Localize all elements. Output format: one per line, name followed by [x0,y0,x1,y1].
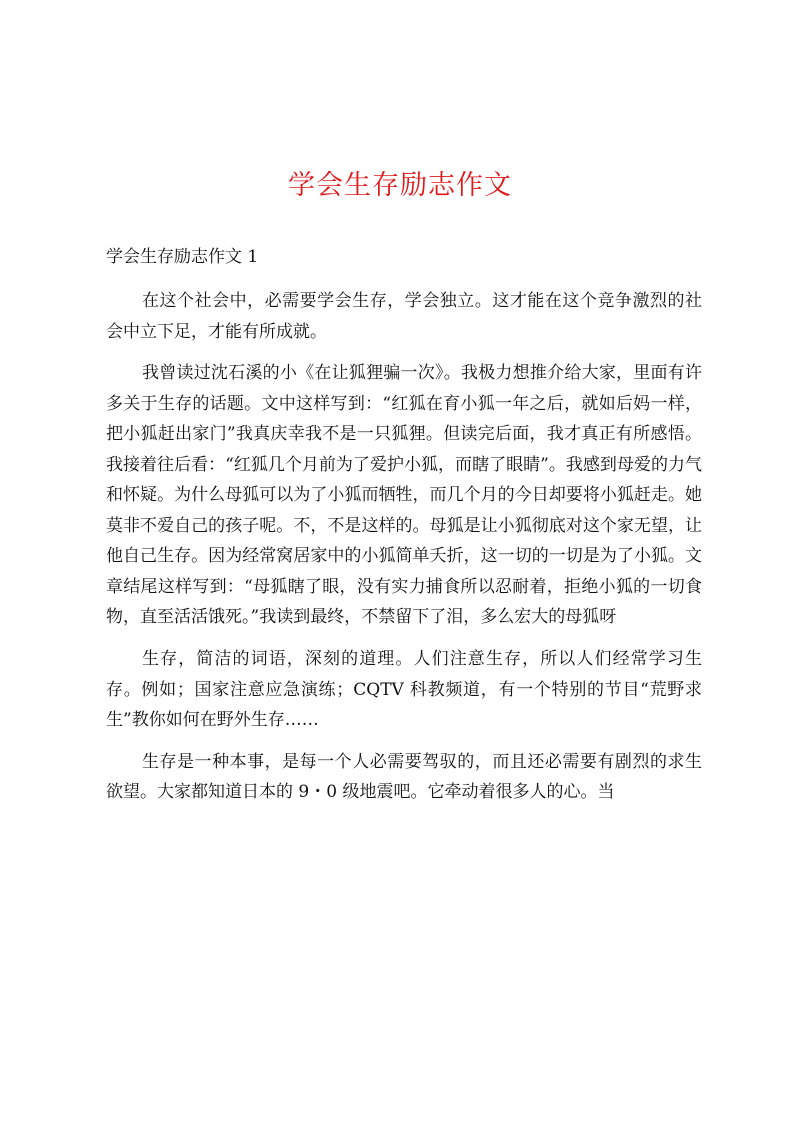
paragraph-3: 生存，简洁的词语，深刻的道理。人们注意生存，所以人们经常学习生存。例如；国家注意应急演练；CQTV 科教频道，有一个特别的节目“荒野求生”教你如何在野外生存…… [106,649,702,731]
paragraph-4: 生存是一种本事，是每一个人必需要驾驭的，而且还必需要有剧烈的求生欲望。大家都知道日本的 9・0 级地震吧。它牵动着很多人的心。当 [106,751,702,803]
document-title: 学会生存励志作文 [288,170,512,201]
essay-body [106,286,702,819]
paragraph-1: 在这个社会中，必需要学会生存，学会独立。这才能在这个竞争激烈的社会中立下足，才能有所成就。 [106,291,702,342]
paragraph-2: 我曾读过沈石溪的小《在让狐狸骗一次》。我极力想推介给大家，里面有许多关于生存的话题。文中这样写到：“红狐在育小狐一年之后，就如后妈一样，把小狐赶出家门”我真庆幸我不是一只狐狸。但读完后面，我才真正有所感悟。我接着往后看：“红狐几个月前为了爱护小狐，而瞎了眼睛”。我感到母爱的力气和怀疑。为什么母狐可以为了小狐而牺牲，而几个月的今日却要将小狐赶走。她莫非不爱自己的孩子呢。不，不是这样的。母狐是让小狐彻底对这个家无望，让他自己生存。因为经常窝居家中的小狐简单夭折，这一切的一切是为了小狐。文章结尾这样写到：“母狐瞎了眼，没有实力捕食所以忍耐着，拒绝小狐的一切食物，直至活活饿死。”我读到最终，不禁留下了泪，多么宏大的母狐呀 [106,363,702,628]
essay-subheading: 学会生存励志作文 1 [106,247,259,267]
